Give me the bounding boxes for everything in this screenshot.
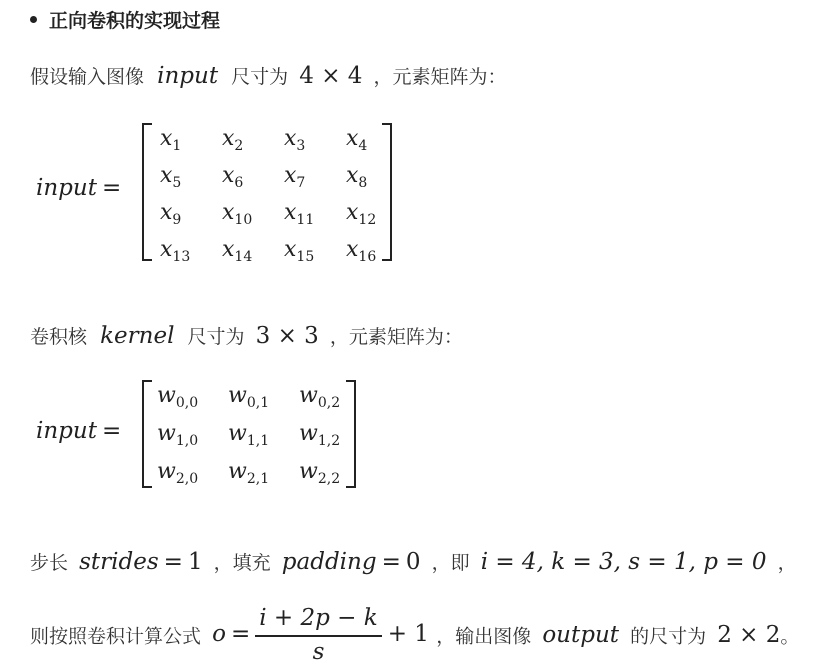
matrix-kernel-cell: $w_{1,1}$ bbox=[228, 421, 270, 449]
para3-text-d: ， bbox=[777, 552, 797, 574]
var-strides: strides bbox=[79, 549, 159, 575]
matrix-input-eq: = bbox=[101, 175, 122, 201]
matrix-input-cell: $x_2$ bbox=[222, 126, 244, 154]
matrix-input-cell: $x_{10}$ bbox=[222, 200, 253, 228]
matrix-input-cell: $x_{16}$ bbox=[346, 237, 377, 265]
para4-text-d: 。 bbox=[780, 625, 800, 648]
matrix-kernel-eq: = bbox=[101, 418, 122, 444]
matrix-input-cell: $x_6$ bbox=[222, 163, 244, 191]
paragraph-params: 步长 strides = 1 ，填充 padding = 0 ，即 i = 4, k = 3, s = 1, p = 0 ， bbox=[30, 549, 797, 575]
matrix-kernel-cell: $w_{0,1}$ bbox=[228, 383, 270, 411]
var-o: o bbox=[212, 621, 226, 647]
var-input: input bbox=[157, 63, 219, 89]
var-kernel: kernel bbox=[100, 323, 175, 349]
matrix-kernel-cell: $w_{2,1}$ bbox=[228, 459, 270, 487]
matrix-input-cell: $x_3$ bbox=[284, 126, 306, 154]
matrix-kernel-cell: $w_{2,0}$ bbox=[157, 459, 199, 487]
padding-value: 0 bbox=[405, 549, 421, 575]
bullet-icon bbox=[30, 16, 37, 23]
matrix-input-cell: $x_{11}$ bbox=[284, 200, 315, 228]
matrix-input-cell: $x_4$ bbox=[346, 126, 368, 154]
matrix-input-cell: $x_{15}$ bbox=[284, 237, 315, 265]
para2-text-c: ，元素矩阵为： bbox=[329, 326, 463, 348]
strides-value: 1 bbox=[187, 549, 203, 575]
matrix-kernel-cell: $w_{1,2}$ bbox=[299, 421, 341, 449]
matrix-kernel-left-bracket bbox=[142, 380, 152, 488]
paragraph-input-size bbox=[30, 62, 507, 89]
matrix-input-cell: $x_{12}$ bbox=[346, 200, 377, 228]
para1-text-c: ，元素矩阵为： bbox=[373, 66, 507, 88]
matrix-kernel-lhs-var: input bbox=[36, 418, 97, 444]
matrix-input-right-bracket bbox=[382, 123, 392, 261]
para2-text-b: 尺寸为 bbox=[187, 326, 245, 348]
section-heading bbox=[30, 6, 220, 33]
formula-fraction bbox=[255, 605, 381, 665]
var-output: output bbox=[542, 622, 620, 648]
kernel-size: 3 × 3 bbox=[255, 323, 319, 349]
matrix-kernel-lhs bbox=[36, 418, 126, 444]
matrix-input-left-bracket bbox=[142, 123, 152, 261]
formula-plus-one: + 1 bbox=[387, 621, 429, 647]
para3-text-c: ，即 bbox=[431, 552, 470, 574]
paragraph-output-size: 则按照卷积计算公式 o = $\frac{i + 2p - k}{s}$ + 1 ，输出图像 output 的尺寸为 2 × 2。 bbox=[30, 605, 800, 665]
formula-denominator: s bbox=[312, 639, 325, 665]
matrix-input-cell: $x_8$ bbox=[346, 163, 368, 191]
matrix-kernel-cell: $w_{0,0}$ bbox=[157, 383, 199, 411]
para3-text-a: 步长 bbox=[30, 552, 69, 574]
para3-text-b: ，填充 bbox=[213, 552, 271, 574]
matrix-input-lhs-var: input bbox=[36, 175, 97, 201]
matrix-kernel-right-bracket bbox=[346, 380, 356, 488]
matrix-input-cell: $x_{13}$ bbox=[160, 237, 191, 265]
para1-text-a: 假设输入图像 bbox=[30, 66, 145, 88]
heading-title: 正向卷积的实现过程 bbox=[49, 10, 221, 32]
para4-text-b: ，输出图像 bbox=[436, 625, 532, 648]
para4-text-c: 的尺寸为 bbox=[630, 625, 707, 648]
matrix-kernel-cell: $w_{0,2}$ bbox=[299, 383, 341, 411]
params-expression: i = 4, k = 3, s = 1, p = 0 bbox=[480, 549, 767, 575]
output-size: 2 × 2 bbox=[717, 622, 781, 648]
para1-text-b: 尺寸为 bbox=[231, 66, 289, 88]
formula-numerator: i + 2p − k bbox=[255, 605, 381, 637]
para2-text-a: 卷积核 bbox=[30, 326, 88, 348]
paragraph-kernel-size bbox=[30, 322, 463, 349]
matrix-input-cell: $x_{14}$ bbox=[222, 237, 253, 265]
matrix-input-cell: $x_7$ bbox=[284, 163, 306, 191]
input-size: 4 × 4 bbox=[299, 63, 363, 89]
matrix-input-cell: $x_9$ bbox=[160, 200, 182, 228]
matrix-input-lhs bbox=[36, 175, 126, 201]
matrix-kernel-cell: $w_{2,2}$ bbox=[299, 459, 341, 487]
matrix-kernel-cell: $w_{1,0}$ bbox=[157, 421, 199, 449]
para4-text-a: 则按照卷积计算公式 bbox=[30, 625, 202, 648]
matrix-input-cell: $x_1$ bbox=[160, 126, 182, 154]
matrix-input-cell: $x_5$ bbox=[160, 163, 182, 191]
var-padding: padding bbox=[281, 549, 377, 575]
